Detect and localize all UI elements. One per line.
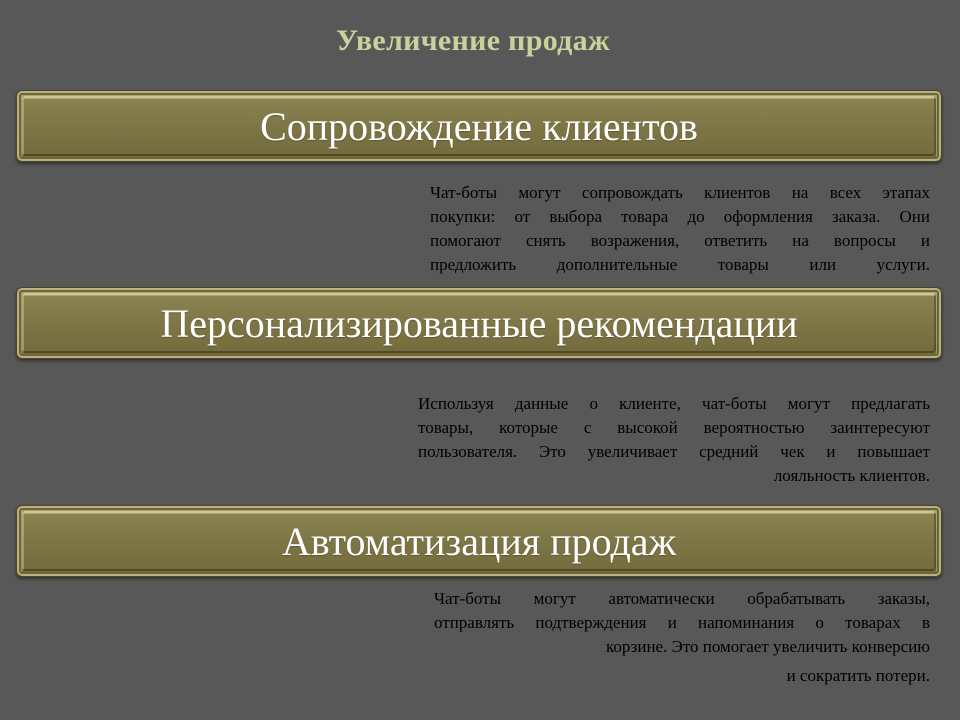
description-line: отправлять подтверждения и напоминания о товарах в bbox=[434, 613, 930, 632]
description-line: покупки: от выбора товара до оформления заказа. Они bbox=[430, 207, 930, 226]
description-line: помогают снять возражения, ответить на вопросы и bbox=[430, 231, 930, 250]
section-banner-sales-automation bbox=[16, 505, 942, 577]
section-heading: Сопровождение клиентов bbox=[260, 103, 698, 149]
description-line: корзине. Это помогает увеличить конверсию bbox=[606, 637, 930, 656]
description-line: Чат-боты могут автоматически обрабатывать заказы, bbox=[434, 589, 930, 608]
section-banner-personalized-recommendations bbox=[16, 287, 942, 359]
description-line: лояльность клиентов. bbox=[773, 466, 930, 485]
section-heading: Автоматизация продаж bbox=[281, 518, 677, 564]
description-line: Используя данные о клиенте, чат-боты могут предлагать bbox=[418, 394, 930, 413]
section-heading: Персонализированные рекомендации bbox=[160, 300, 798, 346]
description-line: и сократить потери. bbox=[786, 666, 930, 685]
section-banner-customer-support bbox=[16, 90, 942, 162]
description-line: Чат-боты могут сопровождать клиентов на всех этапах bbox=[430, 183, 930, 202]
description-line: предложить дополнительные товары или услуги. bbox=[430, 255, 930, 274]
section-description bbox=[430, 181, 930, 277]
description-line: пользователя. Это увеличивает средний чек и повышает bbox=[418, 442, 930, 461]
section-description bbox=[434, 587, 930, 688]
description-line: товары, которые с высокой вероятностью заинтересуют bbox=[418, 418, 930, 437]
slide-title: Увеличение продаж bbox=[336, 24, 610, 57]
section-description bbox=[418, 392, 930, 488]
